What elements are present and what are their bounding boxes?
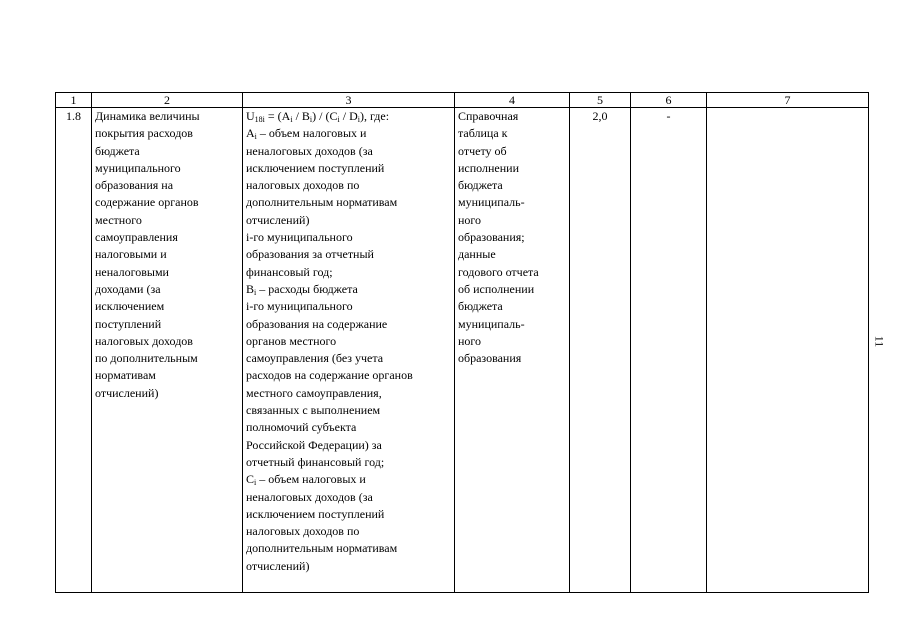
column-header: 2 (92, 93, 243, 108)
formula-subscript: i (290, 115, 293, 124)
text-line: неналоговыми (95, 264, 169, 279)
column-header: 5 (570, 93, 631, 108)
text-line: нормативам (95, 368, 156, 383)
text-line: финансовый год; (246, 264, 333, 279)
text-line: налоговых доходов по (246, 524, 360, 539)
text-line: образования за отчетный (246, 247, 374, 262)
text-line: Российской Федерации) за (246, 437, 382, 452)
text-line: отчислений) (246, 558, 310, 573)
text-line: по дополнительным (95, 351, 198, 366)
text-line: бюджета (458, 299, 503, 314)
text-line: дополнительным нормативам (246, 541, 398, 556)
formula-subscript: 18i (254, 115, 265, 124)
text-line: образования; (458, 230, 525, 245)
formula-subscript: i (357, 115, 360, 124)
formula-text: = (A (264, 109, 291, 123)
text-line: муниципаль- (458, 316, 525, 331)
text-line: самоуправления (95, 230, 178, 245)
variable-letter: A (246, 126, 255, 141)
formula-text: / B (292, 109, 310, 123)
text-line: налоговых доходов по (246, 178, 360, 193)
text-line: доходами (за (95, 281, 161, 296)
text-line: исключением поступлений (246, 160, 385, 175)
text-line: i-го муниципального (246, 230, 353, 245)
variable-a-line (246, 125, 451, 142)
indicator-table (55, 92, 869, 593)
variable-letter: C (246, 472, 255, 487)
text-line: годового отчета (458, 264, 539, 279)
formula-subscript: i (337, 115, 340, 124)
weight-value: 2,0 (570, 108, 631, 593)
formula-text: ), где: (359, 109, 390, 123)
text-line: местного самоуправления, (246, 385, 382, 400)
text-line: образования на содержание (246, 316, 388, 331)
column-header: 7 (707, 93, 869, 108)
text-line: неналоговых доходов (за (246, 489, 373, 504)
column-6-value: - (631, 108, 707, 593)
page-number: 11 (872, 335, 887, 348)
indicator-name (92, 108, 243, 593)
text-line: данные (458, 247, 496, 262)
text-line: муниципаль- (458, 195, 525, 210)
text-line: Динамика величины (95, 109, 200, 123)
text-line: бюджета (95, 143, 140, 158)
data-source (455, 108, 570, 593)
text-line: отчетный финансовый год; (246, 454, 385, 469)
variable-text: – расходы бюджета (256, 281, 358, 296)
text-line: отчету об (458, 143, 507, 158)
text-line: ного (458, 212, 482, 227)
row-number: 1.8 (56, 108, 92, 593)
text-line: ного (458, 333, 482, 348)
text-line: покрытия расходов (95, 126, 193, 141)
variable-subscript: i (254, 287, 257, 297)
variable-text: – объем налоговых и (256, 472, 366, 487)
text-line: налоговыми и (95, 247, 167, 262)
formula-text: ) / (C (312, 109, 338, 123)
variable-b-line (246, 281, 451, 298)
text-line: поступлений (95, 316, 162, 331)
text-line: отчислений) (246, 212, 310, 227)
text-line: органов местного (246, 333, 337, 348)
variable-subscript: i (254, 132, 257, 142)
column-header: 4 (455, 93, 570, 108)
text-line: отчислений) (95, 385, 159, 400)
text-line: неналоговых доходов (за (246, 143, 373, 158)
formula-subscript: i (309, 115, 313, 124)
table-header-row (56, 93, 869, 108)
text-line: местного (95, 212, 142, 227)
text-line: образования (458, 351, 522, 366)
column-header: 6 (631, 93, 707, 108)
column-header: 1 (56, 93, 92, 108)
text-line: исключением (95, 299, 165, 314)
variable-letter: B (246, 281, 255, 296)
text-line: бюджета (458, 178, 503, 193)
text-line: полномочий субъекта (246, 420, 357, 435)
text-line: Справочная (458, 109, 519, 123)
text-line: дополнительным нормативам (246, 195, 398, 210)
variable-c-line (246, 471, 451, 488)
text-line: i-го муниципального (246, 299, 353, 314)
table-row (56, 108, 869, 593)
text-line: муниципального (95, 160, 181, 175)
formula-text: / D (339, 109, 358, 123)
text-line: исполнении (458, 160, 520, 175)
text-line: исключением поступлений (246, 506, 385, 521)
column-7-value (707, 108, 869, 593)
text-line: таблица к (458, 126, 508, 141)
text-line: самоуправления (без учета (246, 351, 384, 366)
text-line: образования на (95, 178, 174, 193)
column-header: 3 (243, 93, 455, 108)
text-line: содержание органов (95, 195, 199, 210)
text-line: связанных с выполнением (246, 403, 381, 418)
calculation-method (243, 108, 455, 593)
formula (246, 108, 451, 125)
text-line: налоговых доходов (95, 333, 193, 348)
text-line: расходов на содержание органов (246, 368, 413, 383)
variable-subscript: i (254, 478, 257, 488)
formula-symbol: U (246, 109, 255, 123)
variable-text: – объем налоговых и (256, 126, 367, 141)
text-line: об исполнении (458, 281, 535, 296)
